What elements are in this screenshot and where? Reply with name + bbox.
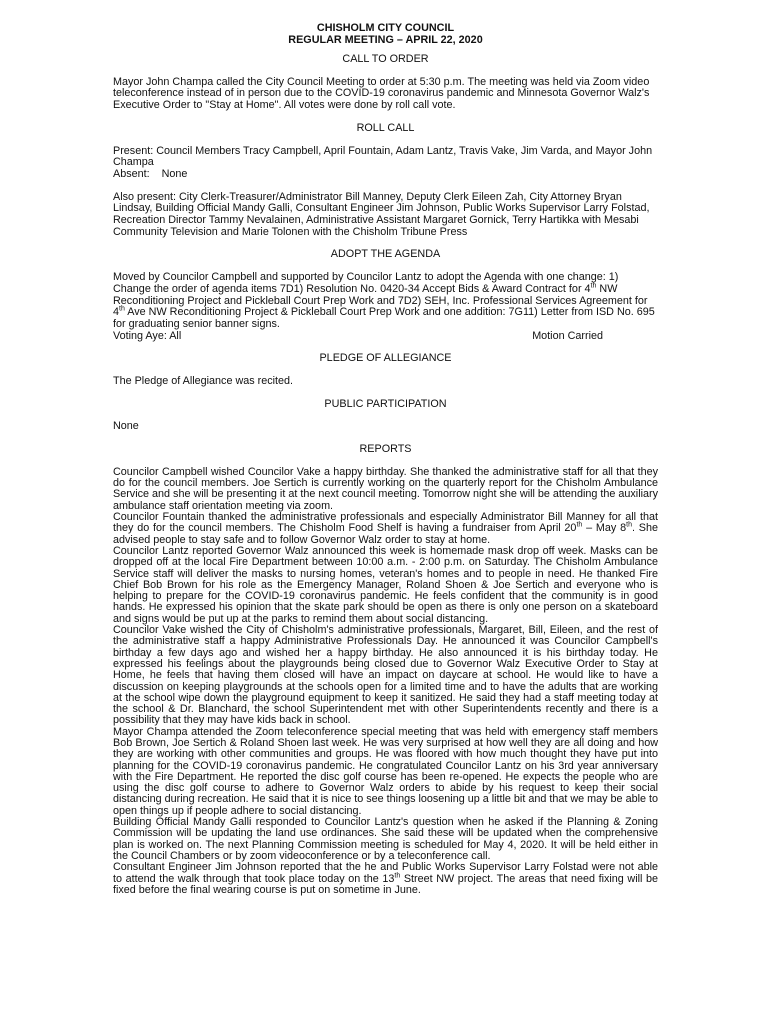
report-lantz: Councilor Lantz reported Governor Walz announced this week is homemade mask drop off week. Masks can be dropped off at the local Fire Department between 10:00 a.m. - 2:00 p.m. on Saturday. The Chisholm Ambulance Service staff will deliver the masks to nursing homes, veteran's homes and to people in need. He thanked Fire Chief Bob Brown for his role as the Emergency Manager, Roland Shoen & Joe Sertich and everyone who is helping to prepare for the COVID-19 coronavirus pandemic. He feels confident that the community is in good hands. He expressed his opinion that the skate park should be open as there is only one person on a skateboard and signs would be put up at the parks to remind them about social distancing. xyxy=(113,544,658,625)
adopt-agenda-text-part: Ave NW Reconditioning Project & Pickleball Court Prep Work and one addition: 7G11) Letter from ISD No. 695 for graduating senior banner signs. xyxy=(113,306,655,330)
document-title-line1: CHISHOLM CITY COUNCIL xyxy=(316,22,455,34)
report-text-part: – May 8 xyxy=(582,522,627,535)
report-text-part: . She advised people to stay safe and to follow Governor Walz order to stay at home. xyxy=(113,522,659,546)
call-to-order-text: Mayor John Champa called the City Council Meeting to order at 5:30 p.m. The meeting was held via Zoom video teleconference instead of in person due to the COVID-19 coronavirus pandemic and Minnesota Governor Walz's Executive Order to "Stay at Home". All votes were done by roll call vote. xyxy=(113,75,650,112)
report-galli: Building Official Mandy Galli responded to Councilor Lantz's question when he asked if the Planning & Zoning Commission will be updating the land use ordinances. She said these will be updated when the comprehensive plan is worked on. The next Planning Commission meeting is scheduled for May 4, 2020. It will be held either in the Council Chambers or by zoom videoconference or by a teleconference call. xyxy=(113,816,658,862)
pledge-heading: PLEDGE OF ALLEGIANCE xyxy=(319,352,452,365)
roll-call-also-present: Also present: City Clerk-Treasurer/Administrator Bill Manney, Deputy Clerk Eileen Zah, City Attorney Bryan Lindsay, Building Official Mandy Galli, Consultant Engineer Jim Johnson, Public Works Supervisor Larry Folstad, Recreation Director Tammy Nevalainen, Administrative Assistant Margaret Gornick, Terry Hartikka with Mesabi Community Television and Marie Tolonen with the Chisholm Tribune Press xyxy=(113,190,650,238)
adopt-agenda-text-part: NW Reconditioning Project and Pickleball Court Prep Work and 7D2) SEH, Inc. Professional Services Agreement for 4 xyxy=(113,282,648,319)
reports-body xyxy=(113,467,658,896)
report-text-part: Councilor Fountain thanked the administrative professionals and especially Administrator Bill Manney for all that they do for the council members. The Chisholm Food Shelf is having a fundraiser from April 20 xyxy=(113,511,658,535)
agenda-vote-row xyxy=(113,331,658,343)
public-participation-heading: PUBLIC PARTICIPATION xyxy=(324,397,447,410)
pledge-text: The Pledge of Allegiance was recited. xyxy=(113,375,294,388)
report-johnson xyxy=(113,862,658,896)
superscript: th xyxy=(626,521,632,529)
reports-heading: REPORTS xyxy=(359,443,412,456)
adopt-agenda-text xyxy=(113,272,658,331)
agenda-vote: Voting Aye: All xyxy=(113,329,182,342)
superscript: th xyxy=(590,282,597,290)
report-vake: Councilor Vake wished the City of Chisholm's administrative professionals, Margaret, Bill, Eileen, and the rest of the administrative staff a happy Administrative Professionals Day. He announced it was Councilor Campbell's birthday a few days ago and wished her a happy birthday. He also announced it is his birthday today. He expressed his feelings about the playgrounds being closed due to Governor Walz Executive Order to Stay at Home, he feels that having them closed will have an impact on daycare at school. He would like to have a discussion on keeping playgrounds at the schools open for a limited time and to have the adults that are working at the school wipe down the playground equipment to keep it sanitized. He said they had a staff meeting today at the school & Dr. Blanchard, the school Superintendent met with other Superintendents recently and there is a possibility that they may have kids back in school. xyxy=(113,624,658,727)
call-to-order-heading: CALL TO ORDER xyxy=(342,53,429,65)
meeting-minutes-page xyxy=(113,22,658,896)
report-text-part: Street NW project. The areas that need fixing will be fixed before the final wearing course is put on sometime in June. xyxy=(113,872,658,896)
document-title-line2: REGULAR MEETING – APRIL 22, 2020 xyxy=(288,34,483,46)
roll-call-heading: ROLL CALL xyxy=(356,121,415,134)
report-campbell: Councilor Campbell wished Councilor Vake a happy birthday. She thanked the administrative staff for all that they do for the council members. Joe Sertich is currently working on the quarterly report for the Chisholm Ambulance Service and she will be presenting it at the next council meeting. Tomorrow night she will be attending the auxiliary ambulance staff orientation meeting via zoom. xyxy=(113,465,658,512)
report-fountain xyxy=(113,512,658,546)
adopt-agenda-heading: ADOPT THE AGENDA xyxy=(330,248,441,261)
superscript: th xyxy=(394,871,401,879)
agenda-motion-result: Motion Carried xyxy=(532,329,603,342)
adopt-agenda-text-part: Moved by Councilor Campbell and supported by Councilor Lantz to adopt the Agenda with one change: 1) Change the order of agenda items 7D1) Resolution No. 0420-34 Accept Bids & Award Contract for 4 xyxy=(113,271,619,295)
public-participation-text: None xyxy=(113,420,139,433)
roll-call-present: Present: Council Members Tracy Campbell, April Fountain, Adam Lantz, Travis Vake, Jim Varda, and Mayor John Champa xyxy=(113,144,653,169)
report-champa: Mayor Champa attended the Zoom teleconference special meeting that was held with emergency staff members Bob Brown, Joe Sertich & Roland Shoen last week. He was very surprised at how well they are all doing and how they are working with other communities and groups. He was floored with how much thought they have put into planning for the COVID-19 coronavirus pandemic. He congratulated Councilor Lantz on his 3rd year anniversary with the Fire Department. He reported the disc golf course has been re-opened. He expects the people who are using the disc golf course to adhere to Governor Walz orders to abide by his request to keep their social distancing during recreation. He said that it is nice to see things loosening up a little bit and that we may be able to open things up if people adhere to social distancing. xyxy=(113,725,658,817)
superscript: th xyxy=(119,305,125,313)
roll-call-absent: Absent: None xyxy=(113,167,188,180)
superscript: th xyxy=(576,521,583,529)
report-text-part: Consultant Engineer Jim Johnson reported that the he and Public Works Supervisor Larry Folstad were not able to attend the walk through that took place today on the 13 xyxy=(113,861,658,885)
